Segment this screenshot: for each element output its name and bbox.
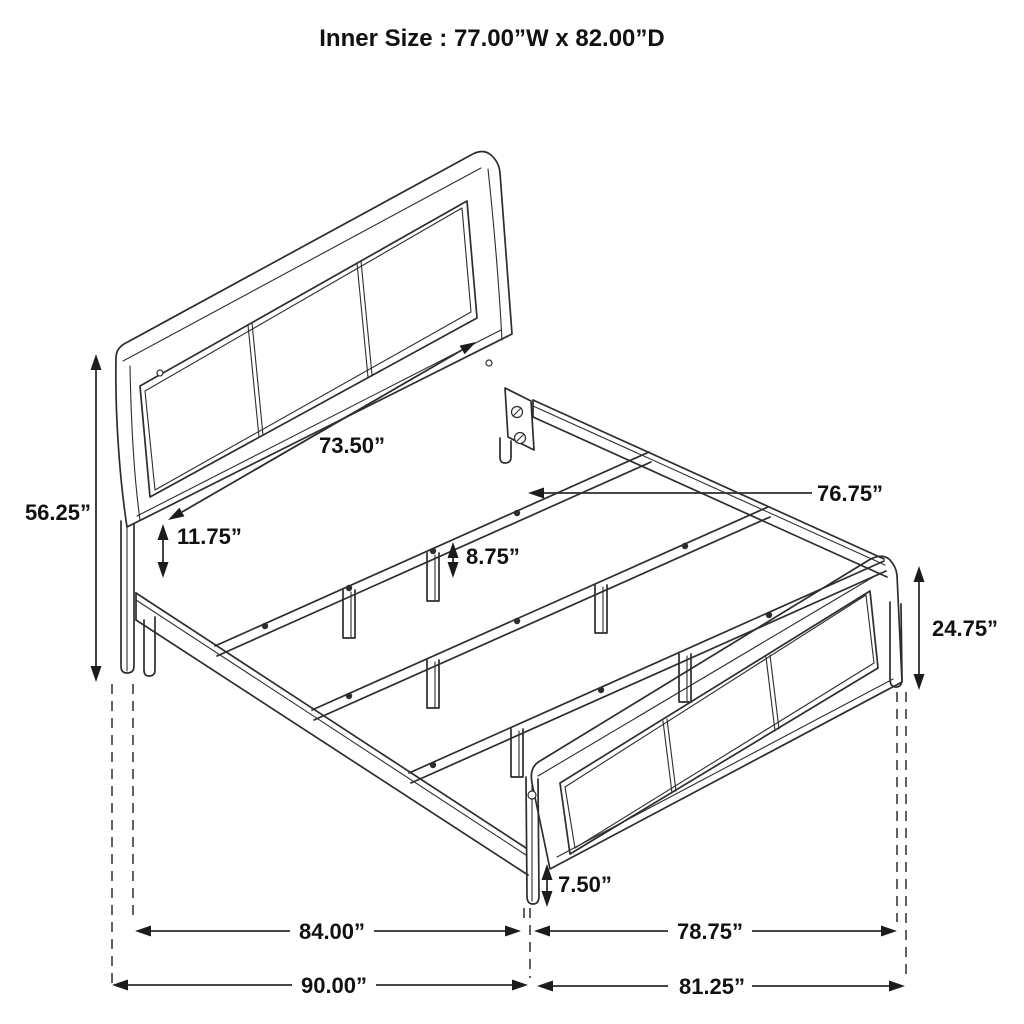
headboard-cane-mesh	[140, 201, 477, 497]
dim-inner-length-right	[534, 919, 897, 944]
dim-label-inner-length-left: 84.00”	[298, 919, 366, 944]
headboard-mounting-bracket	[486, 360, 534, 463]
dim-footboard-height	[914, 566, 999, 690]
dim-label-footboard-clearance: 7.50”	[558, 872, 612, 897]
dim-label-headboard-inner-width: 73.50”	[318, 433, 386, 458]
dim-label-support-leg-height: 8.75”	[466, 544, 520, 569]
headboard-stile-hole	[486, 360, 492, 366]
dim-inner-length-left	[135, 919, 521, 944]
dim-label-footboard-height: 24.75”	[932, 616, 999, 641]
headboard-left-legs	[121, 521, 155, 676]
dim-label-underframe-clearance: 11.75”	[177, 524, 242, 549]
side-rail-front-left	[136, 593, 528, 875]
dim-label-headboard-height: 56.25”	[24, 500, 91, 525]
headboard-bolt-hole	[157, 370, 163, 376]
dim-overall-length-left	[112, 973, 528, 998]
dim-underframe-clearance	[158, 524, 242, 578]
footboard-bolt-hole	[528, 791, 536, 799]
dim-footboard-clearance	[542, 864, 612, 907]
dim-label-overall-length-right: 81.25”	[678, 974, 746, 999]
dim-support-rail-length	[528, 481, 883, 506]
dim-label-inner-length-right: 78.75”	[676, 919, 744, 944]
dim-label-overall-length-left: 90.00”	[300, 973, 368, 998]
footboard	[526, 556, 902, 904]
dim-headboard-inner-width	[168, 342, 476, 520]
diagram-title: Inner Size : 77.00”W x 82.00”D	[319, 25, 665, 52]
slat-rails	[215, 452, 886, 783]
dim-overall-length-right	[537, 974, 905, 999]
dim-label-support-rail-length: 76.75”	[817, 481, 884, 506]
slat-support-legs	[343, 553, 691, 777]
dim-headboard-height	[25, 354, 102, 682]
